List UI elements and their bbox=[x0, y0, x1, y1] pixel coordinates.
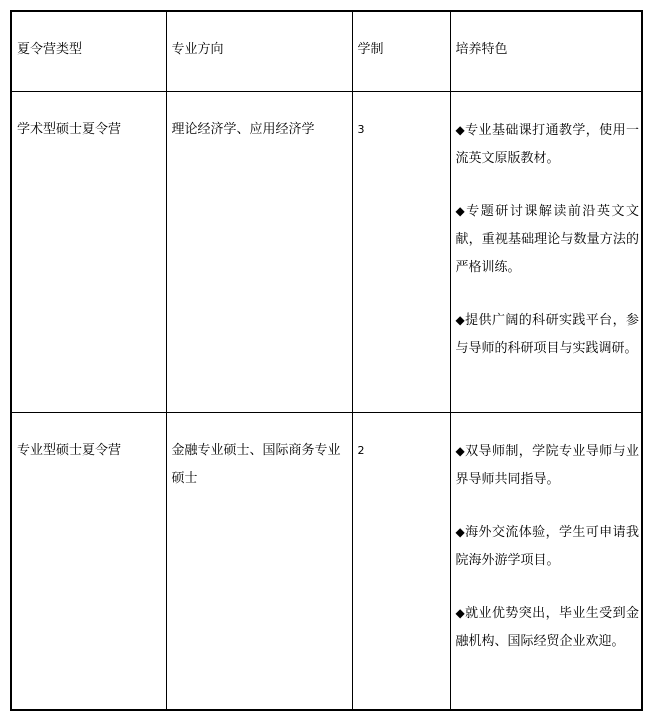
cell-direction bbox=[166, 92, 352, 413]
table-row bbox=[11, 413, 642, 711]
table-row bbox=[11, 92, 642, 413]
feature-text: 就业优势突出，毕业生受到金融机构、国际经贸企业欢迎。 bbox=[455, 606, 639, 649]
header-cell-duration bbox=[352, 11, 450, 92]
diamond-bullet-icon: ◆ bbox=[455, 204, 467, 218]
feature-text: 双导师制，学院专业导师与业界导师共同指导。 bbox=[455, 444, 639, 487]
cell-direction bbox=[166, 413, 352, 711]
feature-item bbox=[456, 197, 640, 282]
duration-text: 3 bbox=[357, 123, 365, 136]
feature-text: 专题研讨课解读前沿英文文献，重视基础理论与数量方法的严格训练。 bbox=[455, 204, 639, 275]
header-features: 培养特色 bbox=[455, 42, 508, 57]
diamond-bullet-icon: ◆ bbox=[455, 606, 466, 620]
feature-item bbox=[456, 599, 640, 656]
camp-type-text: 学术型硕士夏令营 bbox=[17, 122, 122, 137]
feature-item bbox=[456, 306, 640, 363]
camp-type-text: 专业型硕士夏令营 bbox=[17, 443, 122, 458]
diamond-bullet-icon: ◆ bbox=[455, 444, 466, 458]
cell-features bbox=[450, 413, 642, 711]
header-camp-type: 夏令营类型 bbox=[17, 42, 83, 57]
features-list bbox=[451, 413, 642, 656]
header-cell-features bbox=[450, 11, 642, 92]
table-header-row bbox=[11, 11, 642, 92]
feature-text: 提供广阔的科研实践平台，参与导师的科研项目与实践调研。 bbox=[455, 313, 639, 356]
feature-item bbox=[456, 116, 640, 173]
cell-camp-type bbox=[11, 92, 166, 413]
feature-item bbox=[456, 437, 640, 494]
direction-text: 金融专业硕士、国际商务专业硕士 bbox=[171, 443, 341, 486]
header-cell-camp-type bbox=[11, 11, 166, 92]
direction-text: 理论经济学、应用经济学 bbox=[171, 122, 315, 137]
feature-item bbox=[456, 518, 640, 575]
feature-text: 专业基础课打通教学，使用一流英文原版教材。 bbox=[455, 123, 639, 166]
header-duration: 学制 bbox=[357, 42, 384, 57]
cell-duration bbox=[352, 92, 450, 413]
diamond-bullet-icon: ◆ bbox=[455, 123, 466, 137]
header-direction: 专业方向 bbox=[171, 42, 224, 57]
cell-duration bbox=[352, 413, 450, 711]
header-cell-direction bbox=[166, 11, 352, 92]
diamond-bullet-icon: ◆ bbox=[455, 313, 466, 327]
diamond-bullet-icon: ◆ bbox=[455, 525, 466, 539]
duration-text: 2 bbox=[357, 444, 365, 457]
summer-camp-table bbox=[10, 10, 643, 711]
cell-features bbox=[450, 92, 642, 413]
feature-text: 海外交流体验，学生可申请我院海外游学项目。 bbox=[455, 525, 639, 568]
cell-camp-type bbox=[11, 413, 166, 711]
features-list bbox=[451, 92, 642, 363]
